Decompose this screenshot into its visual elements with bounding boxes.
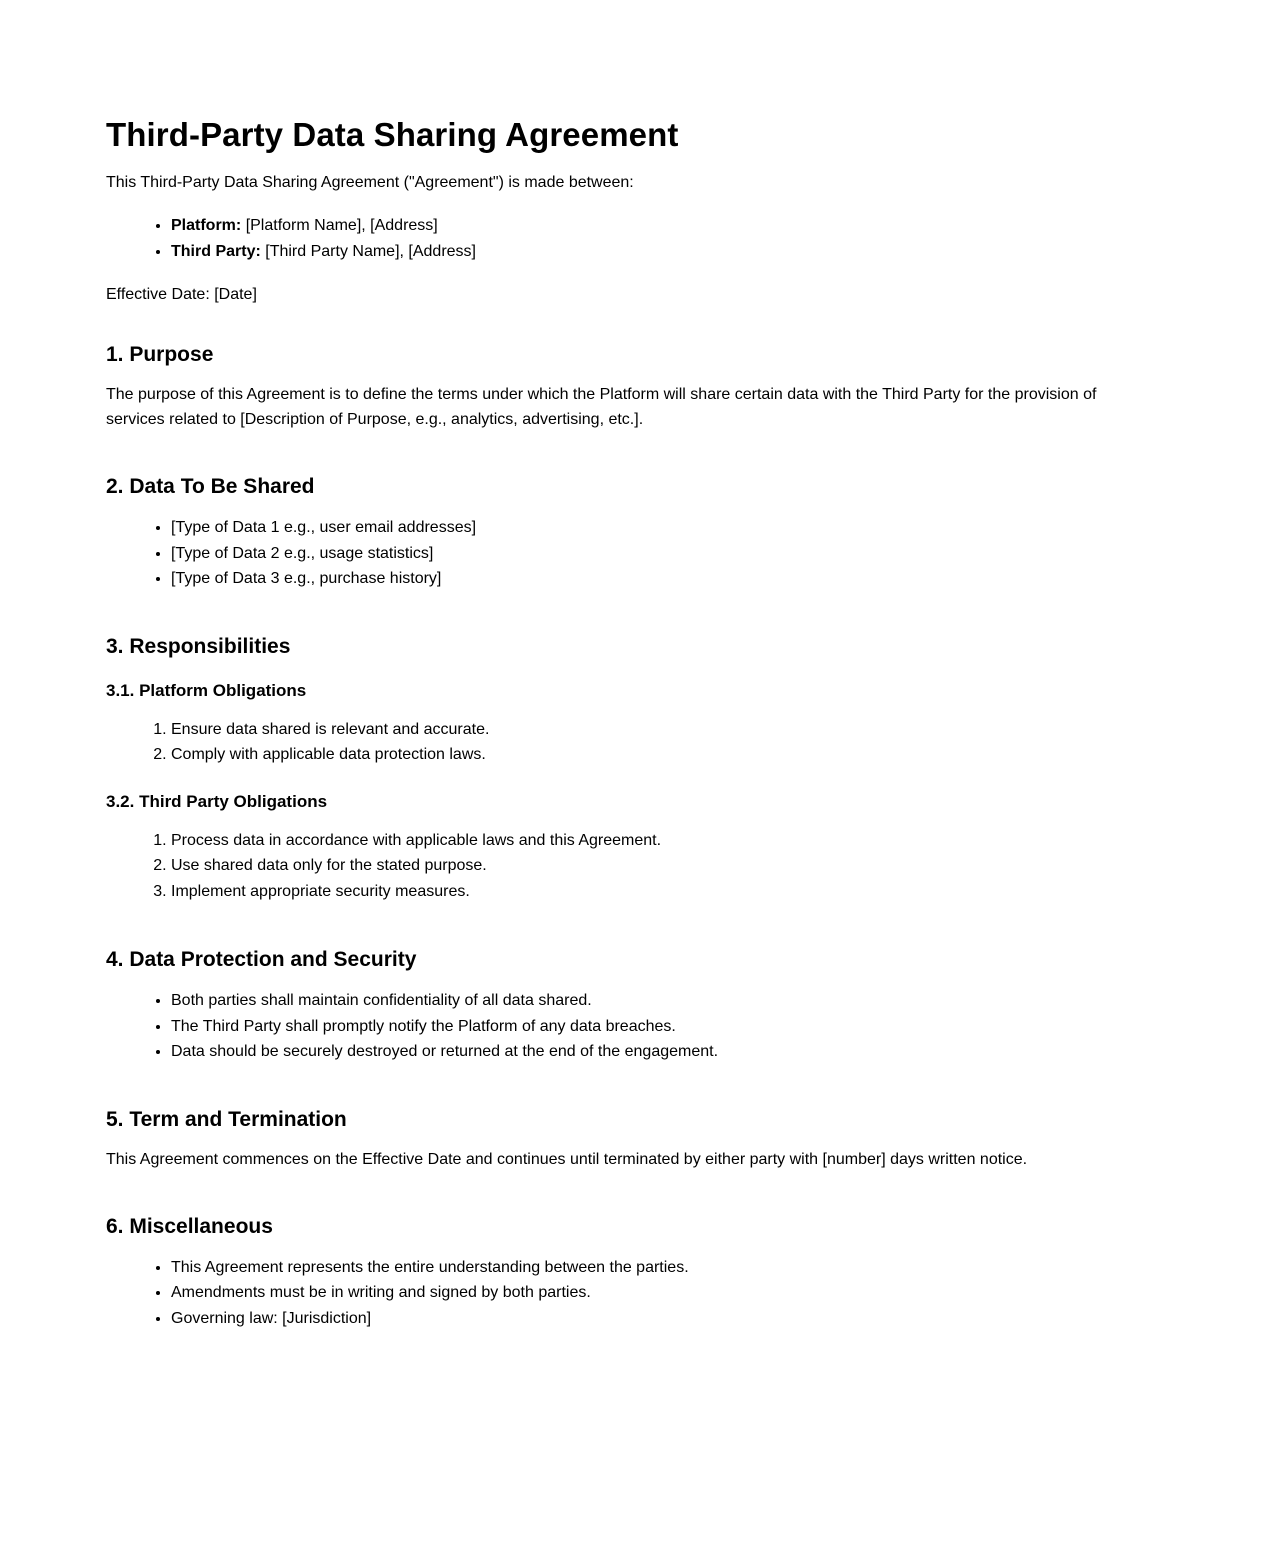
- list-item: • Governing law: [Jurisdiction]: [171, 1306, 1123, 1332]
- list-item: • This Agreement represents the entire understanding between the parties.: [171, 1255, 1123, 1281]
- list-item: • The Third Party shall promptly notify the Platform of any data breaches.: [171, 1014, 1123, 1040]
- section-heading-responsibilities: 3. Responsibilities: [106, 634, 291, 658]
- party-value: [Platform Name], [Address]: [245, 217, 438, 234]
- section-text-term: This Agreement commences on the Effective Date and continues until terminated by either party with [number] days written notice.: [106, 1150, 1028, 1168]
- list-item: 3. Implement appropriate security measures.: [171, 879, 1123, 905]
- party-label: Third Party:: [171, 242, 261, 260]
- list-item: • Amendments must be in writing and signed by both parties.: [171, 1280, 1123, 1306]
- section-heading-misc: 6. Miscellaneous: [106, 1214, 273, 1238]
- protection-list: [106, 988, 1123, 1065]
- parties-list: [106, 213, 1123, 264]
- party-label: Platform:: [171, 217, 242, 234]
- list-item: • [Type of Data 3 e.g., purchase history]: [171, 566, 1123, 592]
- list-item: • [Type of Data 1 e.g., user email addresses]: [171, 515, 1123, 541]
- list-item: 1. Process data in accordance with applicable laws and this Agreement.: [171, 828, 1123, 854]
- list-item: • Both parties shall maintain confidentiality of all data shared.: [171, 988, 1123, 1014]
- data-list: [106, 515, 1123, 592]
- section-heading-term: 5. Term and Termination: [106, 1107, 347, 1131]
- party-third-party: [171, 239, 1123, 265]
- list-item: • Data should be securely destroyed or returned at the end of the engagement.: [171, 1039, 1123, 1065]
- third-party-obligations-list: [106, 828, 1123, 905]
- list-item: 2. Use shared data only for the stated purpose.: [171, 853, 1123, 879]
- list-item: 1. Ensure data shared is relevant and accurate.: [171, 717, 1123, 743]
- intro-paragraph: This Third-Party Data Sharing Agreement ("Agreement") is made between:: [106, 174, 634, 191]
- section-heading-data: 2. Data To Be Shared: [106, 475, 315, 498]
- misc-list: [106, 1255, 1123, 1332]
- section-text-purpose: The purpose of this Agreement is to define the terms under which the Platform will share certain data with the Third Party for the provision of services related to [Description of Purpose, e.g., analytics, advertising, etc.].: [106, 386, 1097, 428]
- subsection-heading-platform: 3.1. Platform Obligations: [106, 680, 307, 700]
- section-heading-purpose: 1. Purpose: [106, 343, 214, 366]
- subsection-heading-third-party: 3.2. Third Party Obligations: [106, 791, 328, 811]
- list-item: 2. Comply with applicable data protection laws.: [171, 742, 1123, 768]
- effective-date: Effective Date: [Date]: [106, 286, 257, 303]
- party-value: [Third Party Name], [Address]: [265, 242, 476, 260]
- document-title: Third-Party Data Sharing Agreement: [106, 116, 679, 153]
- party-platform: [171, 213, 1123, 239]
- section-heading-protection: 4. Data Protection and Security: [106, 948, 417, 971]
- platform-obligations-list: [106, 717, 1123, 768]
- list-item: • [Type of Data 2 e.g., usage statistics]: [171, 541, 1123, 567]
